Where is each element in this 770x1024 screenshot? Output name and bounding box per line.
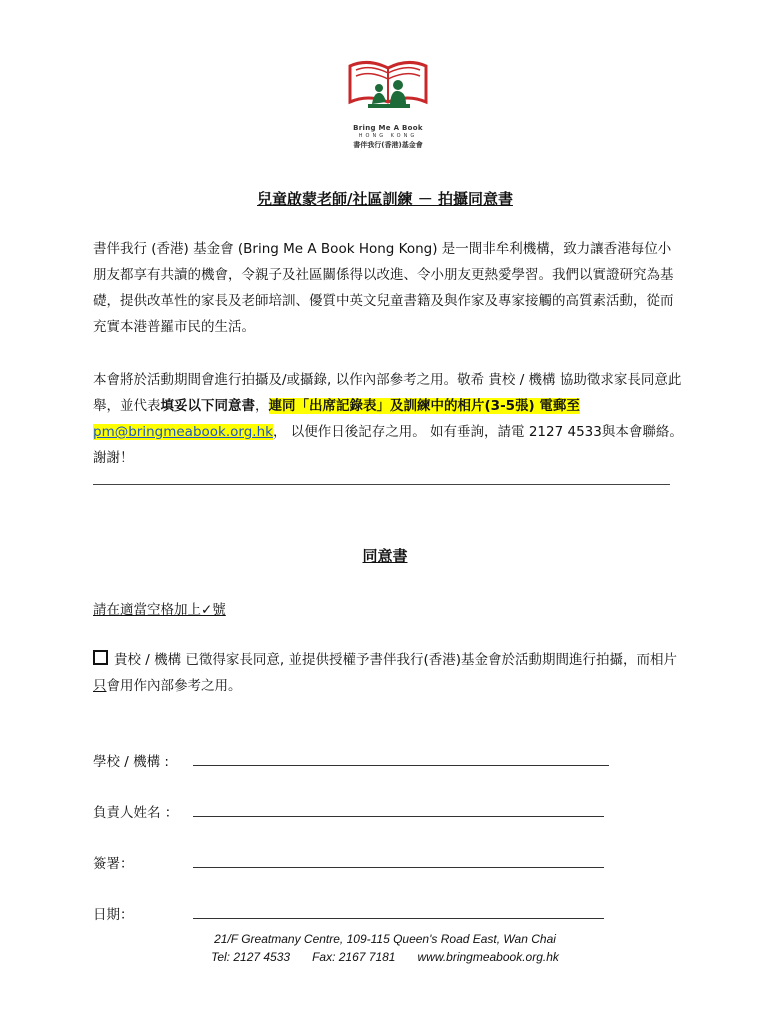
notice-comma: ，	[255, 398, 269, 414]
logo-name: Bring Me A Book	[353, 124, 423, 132]
footer-tel: Tel: 2127 4533	[211, 950, 291, 964]
notice-highlight: 連同「出席記錄表」及訓練中的相片(3-5張) 電郵至 pm@bringmeabook.org.hk	[93, 398, 580, 440]
signature-input-line[interactable]	[193, 866, 604, 868]
footer-fax: Fax: 2167 7181	[312, 950, 396, 964]
notice-bold-text: 填妥以下同意書	[160, 398, 255, 414]
email-link[interactable]: pm@bringmeabook.org.hk	[93, 424, 273, 440]
consent-checkbox[interactable]	[93, 650, 108, 665]
consent-option	[93, 647, 683, 699]
school-label: 學校 / 機構 :	[93, 754, 169, 770]
separator-line	[93, 484, 670, 485]
instruction-text: 請在適當空格加上✓號	[93, 602, 226, 618]
consent-heading: 同意書	[362, 547, 408, 565]
logo-chinese-name: 書伴我行(香港)基金會	[353, 141, 423, 149]
intro-paragraph: 書伴我行 (香港) 基金會 (Bring Me A Book Hong Kong) 是一間非牟利機構，致力讓香港每位小朋友都享有共讀的機會，令親子及社區關係得以改進、令小朋友更熱愛學習。我們以實證研究為基礎，提供改革性的家長及老師培訓、優質中英文兒童書籍及與作家及專家接觸的高質素活動，從而充實本港普羅市民的生活。	[93, 241, 674, 335]
signature-label: 簽署：	[93, 856, 134, 872]
consent-option-text-2: 會用作內部參考之用。	[106, 678, 242, 694]
consent-option-text-1: 貴校 / 機構 已徵得家長同意, 並提供授權予書伴我行(香港)基金會於活動期間進行拍攝，而相片	[114, 652, 678, 668]
school-input-line[interactable]	[193, 764, 609, 766]
footer-contact	[0, 950, 770, 964]
document-title: 兒童啟蒙老師/社區訓練 － 拍攝同意書	[257, 190, 513, 208]
logo-region: HONG KONG	[358, 133, 418, 139]
notice-text-2: ， 以便作日後記存之用。 如有垂詢，請電 2127 4533與本會聯絡。謝謝！	[93, 424, 683, 466]
date-input-line[interactable]	[193, 917, 604, 919]
person-input-line[interactable]	[193, 815, 604, 817]
date-label: 日期：	[93, 907, 134, 923]
consent-option-underlined: 只	[93, 678, 107, 694]
footer-website[interactable]: www.bringmeabook.org.hk	[417, 950, 559, 964]
notice-paragraph	[93, 367, 683, 471]
person-label: 負責人姓名 ：	[93, 805, 179, 821]
footer-address: 21/F Greatmany Centre, 109-115 Queen's Road East, Wan Chai	[214, 932, 556, 946]
notice-text-1: 本會將於活動期間會進行拍攝及/或攝錄, 以作內部參考之用。敬希 貴校 / 機構 協助徵求家長同意此舉，並代表	[93, 372, 682, 414]
book-reading-logo-icon	[346, 58, 430, 118]
organization-logo	[338, 58, 438, 150]
